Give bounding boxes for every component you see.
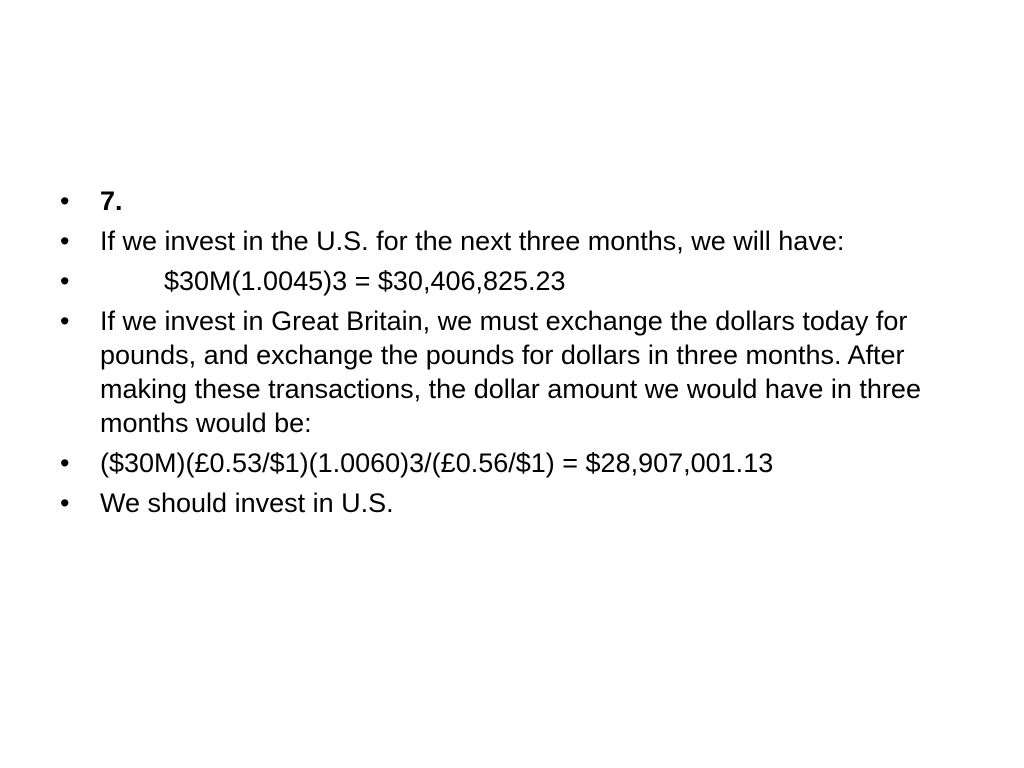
britain-investment-text: If we invest in Great Britain, we must exchange the dollars today for pounds, and exchange the pounds for dollars in three months. After making these transactions, the dollar amount we would have in three months would be:	[100, 306, 921, 438]
bullet-dot-icon: •	[60, 488, 70, 518]
bullet-dot-icon: •	[60, 266, 70, 296]
bullet-dot-icon: •	[60, 448, 70, 478]
britain-calculation: ($30M)(£0.53/$1)(1.0060)3/(£0.56/$1) = $28,907,001.13	[100, 448, 774, 478]
bullet-list	[60, 184, 960, 526]
bullet-item-4	[60, 304, 960, 440]
conclusion-text: We should invest in U.S.	[100, 488, 394, 518]
bullet-item-1	[60, 184, 960, 218]
bullet-item-2	[60, 224, 960, 258]
bullet-item-5	[60, 446, 960, 480]
bullet-dot-icon: •	[60, 306, 70, 336]
problem-number: 7.	[100, 186, 123, 216]
us-calculation: $30M(1.0045)3 = $30,406,825.23	[164, 266, 566, 296]
bullet-item-3	[60, 264, 960, 298]
us-investment-text: If we invest in the U.S. for the next three months, we will have:	[100, 226, 845, 256]
bullet-dot-icon: •	[60, 226, 70, 256]
bullet-item-6	[60, 486, 960, 520]
bullet-dot-icon: •	[60, 186, 70, 216]
